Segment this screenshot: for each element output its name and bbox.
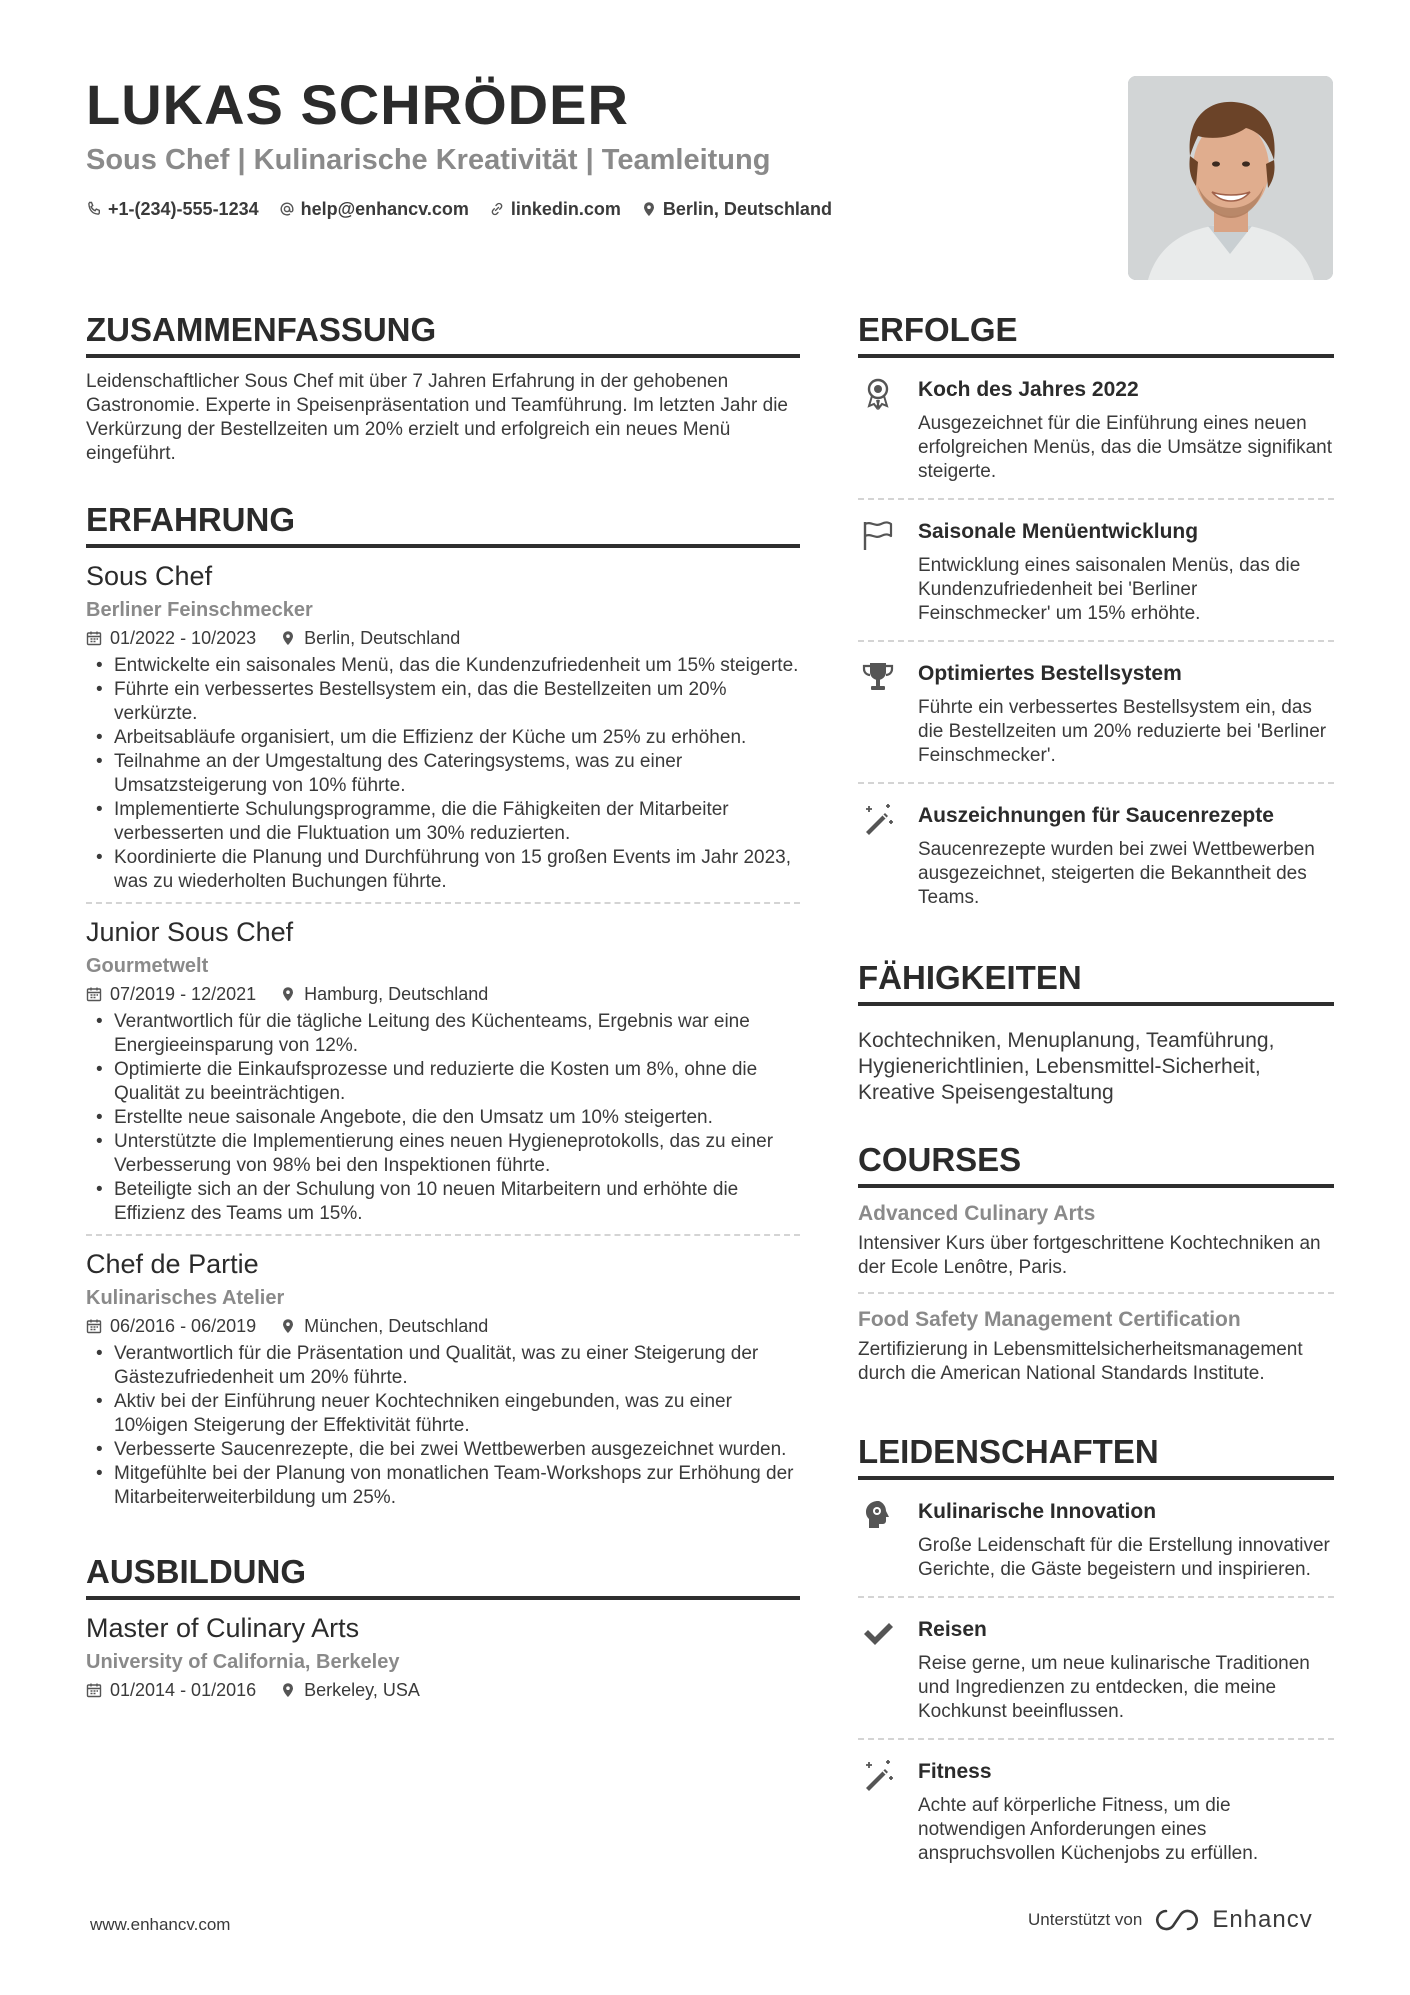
- candidate-tagline: Sous Chef | Kulinarische Kreativität | Teamleitung: [86, 144, 771, 176]
- job-location: [280, 982, 488, 1006]
- passion-item: [858, 1598, 1334, 1740]
- calendar-icon: [86, 1318, 102, 1334]
- job-dates: [86, 1314, 256, 1338]
- calendar-icon: [86, 986, 102, 1002]
- summary-text: Leidenschaftlicher Sous Chef mit über 7 Jahren Erfahrung in der gehobenen Gastronomie. Experte in Speisenpräsentation und Teamführung. Im letzten Jahr die Verkürzung der Bestellzeiten um 20% erzielt und erfolgreich ein neues Menü eingeführt.: [86, 371, 788, 464]
- head-idea-icon: [861, 1498, 895, 1532]
- job-dates: [86, 626, 256, 650]
- calendar-icon: [86, 630, 102, 646]
- contact-location-text: Berlin, Deutschland: [662, 199, 832, 219]
- link-icon: [489, 201, 505, 217]
- experience-section: [86, 500, 800, 1518]
- passions-heading: LEIDENSCHAFTEN: [858, 1432, 1334, 1480]
- left-column: [86, 310, 800, 1744]
- job-dates: [86, 982, 256, 1006]
- contact-location: [641, 198, 832, 220]
- job-company: Kulinarisches Atelier: [86, 1287, 285, 1309]
- candidate-name: LUKAS SCHRÖDER: [86, 73, 629, 136]
- job-bullet: • Beteiligte sich an der Schulung von 10 neuen Mitarbeitern und erhöhte die Effizienz des Teams um 15%.: [86, 1178, 800, 1226]
- course-desc: Zertifizierung in Lebensmittelsicherheitsmanagement durch die American National Standards Institute.: [858, 1339, 1303, 1384]
- powered-by-text: Unterstützt von: [1028, 1910, 1143, 1929]
- job-bullet: • Teilnahme an der Umgestaltung des Cateringsystems, was zu einer Umsatzsteigerung von 10% führte.: [86, 750, 800, 798]
- location-icon: [280, 630, 296, 646]
- job-bullet: • Führte ein verbessertes Bestellsystem ein, das die Bestellzeiten um 20% verkürzte.: [86, 678, 800, 726]
- job-bullets: [86, 1010, 800, 1226]
- courses-heading: COURSES: [858, 1140, 1334, 1188]
- job-company: Berliner Feinschmecker: [86, 599, 313, 621]
- job-entry: [86, 548, 800, 902]
- location-icon: [280, 986, 296, 1002]
- education-location-text: Berkeley, USA: [304, 1680, 420, 1700]
- job-dates-text: 07/2019 - 12/2021: [110, 984, 257, 1004]
- location-icon: [641, 201, 657, 217]
- resume-header: [86, 70, 1086, 220]
- contact-phone[interactable]: [86, 198, 259, 220]
- achievement-desc: Ausgezeichnet für die Einführung eines neuen erfolgreichen Menüs, das die Umsätze signifikant steigerte.: [918, 413, 1332, 482]
- education-heading: AUSBILDUNG: [86, 1552, 800, 1600]
- job-dates-text: 01/2022 - 10/2023: [110, 628, 257, 648]
- job-meta: [86, 626, 800, 650]
- contact-row: [86, 198, 1086, 220]
- achievement-desc: Saucenrezepte wurden bei zwei Wettbewerben ausgezeichnet, steigerten die Bekanntheit des Teams.: [918, 839, 1315, 908]
- job-dates-text: 06/2016 - 06/2019: [110, 1316, 257, 1336]
- calendar-icon: [86, 1682, 102, 1698]
- job-bullet: • Verantwortlich für die Präsentation und Qualität, was zu einer Steigerung der Gästezufriedenheit um 20% führte.: [86, 1342, 800, 1390]
- footer-branding: [1028, 1906, 1313, 1934]
- magic-wand-icon: [861, 1758, 895, 1792]
- education-section: [86, 1552, 800, 1710]
- brand-name: Enhancv: [1212, 1906, 1313, 1933]
- achievement-title: Saisonale Menüentwicklung: [918, 520, 1199, 543]
- achievement-desc: Führte ein verbessertes Bestellsystem ein, das die Bestellzeiten um 20% reduzierte bei 'Berliner Feinschmecker'.: [918, 697, 1327, 766]
- degree-title: Master of Culinary Arts: [86, 1613, 360, 1643]
- job-title: Chef de Partie: [86, 1249, 259, 1279]
- achievement-title: Optimiertes Bestellsystem: [918, 662, 1182, 685]
- course-item: [858, 1294, 1334, 1398]
- passion-desc: Achte auf körperliche Fitness, um die notwendigen Anforderungen eines anspruchsvollen Küchenjobs zu erfüllen.: [918, 1795, 1259, 1864]
- contact-email-text: help@enhancv.com: [300, 199, 469, 219]
- job-bullet: • Mitgefühlte bei der Planung von monatlichen Team-Workshops zur Erhöhung der Mitarbeiterweiterbildung um 25%.: [86, 1462, 800, 1510]
- summary-section: [86, 310, 800, 466]
- right-column: [858, 310, 1334, 1914]
- job-location-text: Berlin, Deutschland: [304, 628, 461, 648]
- achievements-heading: ERFOLGE: [858, 310, 1334, 358]
- job-location: [280, 1314, 488, 1338]
- passion-desc: Große Leidenschaft für die Erstellung innovativer Gerichte, die Gäste begeistern und inspirieren.: [918, 1535, 1330, 1580]
- skills-heading: FÄHIGKEITEN: [858, 958, 1334, 1006]
- achievement-desc: Entwicklung eines saisonalen Menüs, das die Kundenzufriedenheit bei 'Berliner Feinschmecker' um 15% erhöhte.: [918, 555, 1301, 624]
- passion-item: [858, 1740, 1334, 1880]
- flag-icon: [861, 518, 895, 552]
- passion-title: Reisen: [918, 1618, 987, 1641]
- school-name: University of California, Berkeley: [86, 1651, 400, 1673]
- magic-wand-icon: [861, 802, 895, 836]
- course-item: [858, 1188, 1334, 1294]
- skills-section: [858, 958, 1334, 1106]
- job-bullets: [86, 654, 800, 894]
- passion-title: Kulinarische Innovation: [918, 1500, 1157, 1523]
- job-title: Sous Chef: [86, 561, 213, 591]
- portrait-image: [1128, 76, 1333, 280]
- course-title: Food Safety Management Certification: [858, 1308, 1241, 1331]
- courses-section: [858, 1140, 1334, 1398]
- job-bullet: • Erstellte neue saisonale Angebote, die den Umsatz um 10% steigerten.: [86, 1106, 800, 1130]
- contact-linkedin[interactable]: [489, 198, 621, 220]
- passion-item: [858, 1480, 1334, 1598]
- job-bullet: • Implementierte Schulungsprogramme, die die Fähigkeiten der Mitarbeiter verbesserten und die Fluktuation um 30% reduzierten.: [86, 798, 800, 846]
- job-bullets: [86, 1342, 800, 1510]
- enhancv-logo-icon: [1154, 1907, 1200, 1933]
- phone-icon: [86, 201, 102, 217]
- passion-title: Fitness: [918, 1760, 992, 1783]
- education-dates: [86, 1678, 256, 1702]
- job-bullet: • Koordinierte die Planung und Durchführung von 15 großen Events im Jahr 2023, was zu wiederholten Buchungen führte.: [86, 846, 800, 894]
- job-bullet: • Aktiv bei der Einführung neuer Kochtechniken eingebunden, was zu einer 10%igen Steigerung der Effektivität führte.: [86, 1390, 800, 1438]
- job-meta: [86, 1314, 800, 1338]
- contact-phone-text: +1-(234)-555-1234: [108, 199, 259, 219]
- award-icon: [861, 376, 895, 410]
- footer-website[interactable]: www.enhancv.com: [90, 1915, 231, 1934]
- job-bullet: • Verbesserte Saucenrezepte, die bei zwei Wettbewerben ausgezeichnet wurden.: [86, 1438, 800, 1462]
- job-bullet: • Optimierte die Einkaufsprozesse und reduzierte die Kosten um 8%, ohne die Qualität zu beeinträchtigen.: [86, 1058, 800, 1106]
- course-title: Advanced Culinary Arts: [858, 1202, 1096, 1225]
- passions-section: [858, 1432, 1334, 1880]
- job-bullet: • Unterstützte die Implementierung eines neuen Hygieneprotokolls, das zu einer Verbesserung von 98% bei den Inspektionen führte.: [86, 1130, 800, 1178]
- checkmark-icon: [861, 1616, 895, 1650]
- at-icon: [279, 201, 295, 217]
- achievement-title: Auszeichnungen für Saucenrezepte: [918, 804, 1274, 827]
- contact-linkedin-text: linkedin.com: [510, 199, 621, 219]
- achievement-item: [858, 784, 1334, 924]
- skills-text: Kochtechniken, Menuplanung, Teamführung, Hygienerichtlinien, Lebensmittel-Sicherheit, Kreative Speisengestaltung: [858, 1029, 1275, 1104]
- education-location: [280, 1678, 420, 1702]
- job-bullet: • Verantwortlich für die tägliche Leitung des Küchenteams, Ergebnis war eine Energieeinsparung von 12%.: [86, 1010, 800, 1058]
- achievements-section: [858, 310, 1334, 924]
- job-bullet: • Arbeitsabläufe organisiert, um die Effizienz der Küche um 25% zu erhöhen.: [86, 726, 800, 750]
- location-icon: [280, 1682, 296, 1698]
- trophy-icon: [861, 660, 895, 694]
- summary-heading: ZUSAMMENFASSUNG: [86, 310, 800, 358]
- job-meta: [86, 982, 800, 1006]
- job-location-text: München, Deutschland: [304, 1316, 489, 1336]
- achievement-item: [858, 642, 1334, 784]
- contact-email[interactable]: [279, 198, 469, 220]
- experience-heading: ERFAHRUNG: [86, 500, 800, 548]
- education-dates-text: 01/2014 - 01/2016: [110, 1680, 257, 1700]
- achievement-title: Koch des Jahres 2022: [918, 378, 1139, 401]
- job-bullet: • Entwickelte ein saisonales Menü, das die Kundenzufriedenheit um 15% steigerte.: [86, 654, 800, 678]
- achievement-item: [858, 500, 1334, 642]
- education-meta: [86, 1678, 800, 1702]
- job-location: [280, 626, 460, 650]
- education-entry: [86, 1600, 800, 1710]
- job-entry: [86, 1234, 800, 1518]
- job-company: Gourmetwelt: [86, 955, 209, 977]
- job-location-text: Hamburg, Deutschland: [304, 984, 489, 1004]
- passion-desc: Reise gerne, um neue kulinarische Traditionen und Ingredienzen zu entdecken, die meine Kochkunst beeinflussen.: [918, 1653, 1310, 1722]
- profile-photo: [1128, 76, 1333, 280]
- job-entry: [86, 902, 800, 1234]
- course-desc: Intensiver Kurs über fortgeschrittene Kochtechniken an der Ecole Lenôtre, Paris.: [858, 1233, 1321, 1278]
- job-title: Junior Sous Chef: [86, 917, 294, 947]
- location-icon: [280, 1318, 296, 1334]
- achievement-item: [858, 358, 1334, 500]
